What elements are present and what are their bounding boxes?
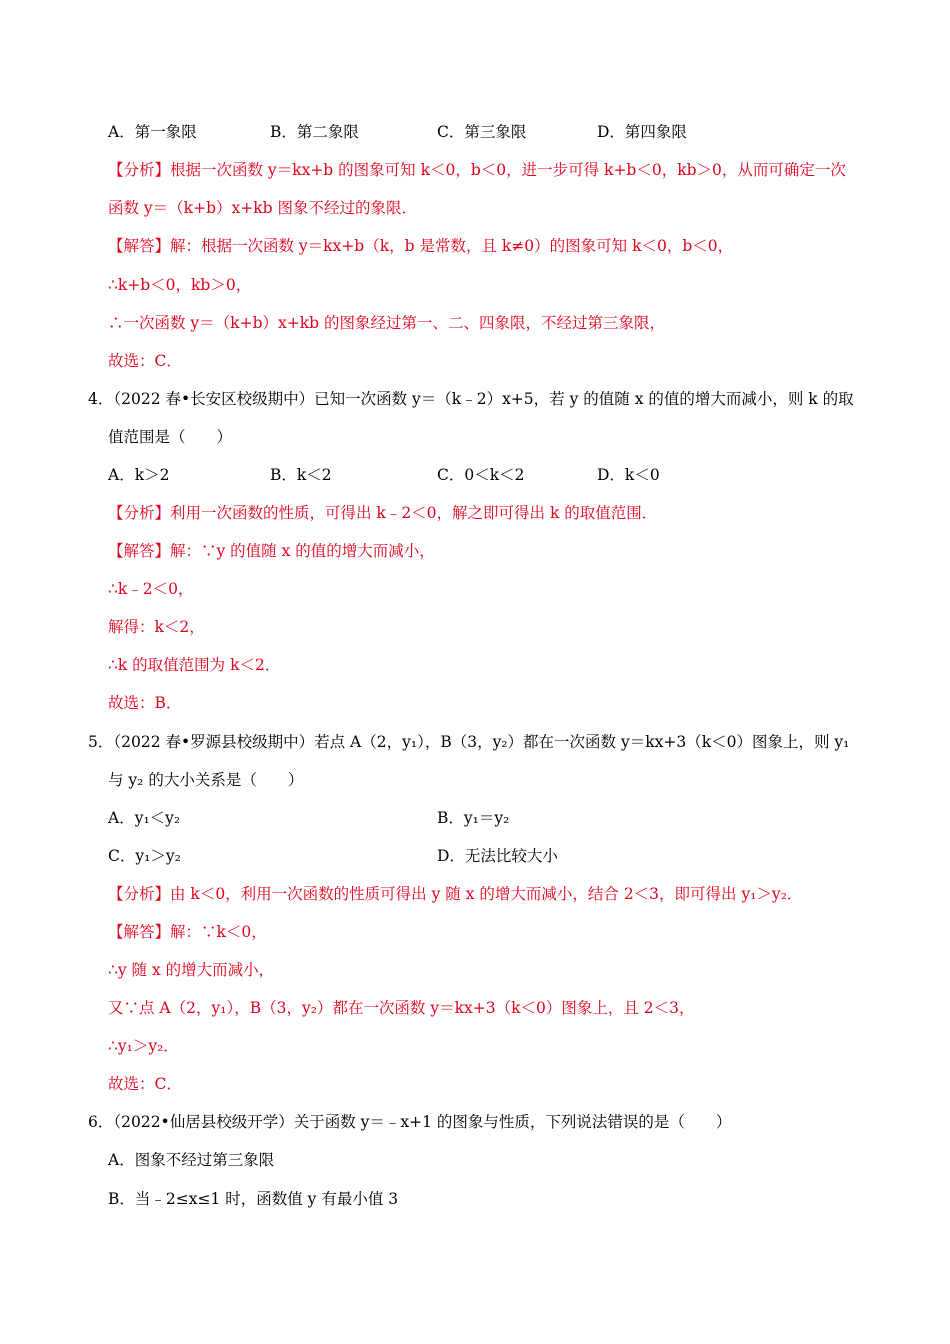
q5-solution-line-2: ∴y 随 x 的增大而减小， bbox=[108, 961, 275, 979]
q4-analysis: 【分析】利用一次函数的性质，可得出 k﹣2＜0，解之即可得出 k 的取值范围． bbox=[108, 504, 658, 522]
q3-option-b: B．第二象限 bbox=[270, 123, 359, 141]
q5-option-a: A．y₁＜y₂ bbox=[108, 809, 181, 827]
q3-analysis-line-1: 【分析】根据一次函数 y＝kx+b 的图象可知 k＜0，b＜0，进一步可得 k+b＜0，kb＞0，从而可确定一次 bbox=[108, 161, 846, 179]
q5-solution-line-1: 【解答】解：∵k＜0， bbox=[108, 923, 267, 941]
q6-stem: 6．（2022•仙居县校级开学）关于函数 y＝﹣x+1 的图象与性质，下列说法错误的是（ ） bbox=[88, 1113, 732, 1131]
q6-option-a: A．图象不经过第三象限 bbox=[108, 1151, 275, 1169]
q4-solution-line-4: ∴k 的取值范围为 k＜2． bbox=[108, 656, 281, 674]
q4-stem-line-2: 值范围是（ ） bbox=[108, 428, 233, 446]
q4-stem-line-1: 4．（2022 春•长安区校级期中）已知一次函数 y＝（k﹣2）x+5，若 y 的值随 x 的值的增大而减小，则 k 的取 bbox=[88, 390, 854, 408]
q3-option-a: A．第一象限 bbox=[108, 123, 197, 141]
q5-analysis: 【分析】由 k＜0，利用一次函数的性质可得出 y 随 x 的增大而减小，结合 2＜3，即可得出 y₁＞y₂． bbox=[108, 885, 803, 903]
q5-stem-line-1: 5．（2022 春•罗源县校级期中）若点 A（2，y₁），B（3，y₂）都在一次函数 y＝kx+3（k＜0）图象上，则 y₁ bbox=[88, 733, 850, 751]
q3-solution-line-1: 【解答】解：根据一次函数 y＝kx+b（k，b 是常数，且 k≠0）的图象可知 k＜0，b＜0， bbox=[108, 237, 734, 255]
q4-option-c: C．0＜k＜2 bbox=[437, 466, 525, 484]
q5-solution-line-3: 又∵点 A（2，y₁），B（3，y₂）都在一次函数 y＝kx+3（k＜0）图象上，且 2＜3， bbox=[108, 999, 695, 1017]
q5-answer: 故选：C． bbox=[108, 1075, 182, 1093]
q4-solution-line-3: 解得：k＜2， bbox=[108, 618, 205, 636]
q3-option-c: C．第三象限 bbox=[437, 123, 527, 141]
q4-answer: 故选：B． bbox=[108, 694, 182, 712]
q4-option-a: A．k＞2 bbox=[108, 466, 170, 484]
q5-solution-line-4: ∴y₁＞y₂． bbox=[108, 1037, 179, 1055]
q3-solution-line-3: ∴一次函数 y＝（k+b）x+kb 的图象经过第一、二、四象限，不经过第三象限， bbox=[108, 314, 665, 332]
q4-option-b: B．k＜2 bbox=[270, 466, 332, 484]
q3-analysis-line-2: 函数 y＝（k+b）x+kb 图象不经过的象限． bbox=[108, 199, 417, 217]
q4-option-d: D．k＜0 bbox=[597, 466, 660, 484]
q5-option-c: C．y₁＞y₂ bbox=[108, 847, 181, 865]
q4-solution-line-2: ∴k﹣2＜0， bbox=[108, 580, 194, 598]
q5-stem-line-2: 与 y₂ 的大小关系是（ ） bbox=[108, 771, 304, 789]
q5-option-d: D．无法比较大小 bbox=[437, 847, 558, 865]
q5-option-b: B．y₁＝y₂ bbox=[437, 809, 510, 827]
q3-option-d: D．第四象限 bbox=[597, 123, 687, 141]
q3-answer: 故选：C． bbox=[108, 352, 182, 370]
q4-solution-line-1: 【解答】解：∵y 的值随 x 的值的增大而减小， bbox=[108, 542, 435, 560]
q6-option-b: B．当﹣2≤x≤1 时，函数值 y 有最小值 3 bbox=[108, 1190, 399, 1208]
q3-solution-line-2: ∴k+b＜0，kb＞0， bbox=[108, 276, 252, 294]
